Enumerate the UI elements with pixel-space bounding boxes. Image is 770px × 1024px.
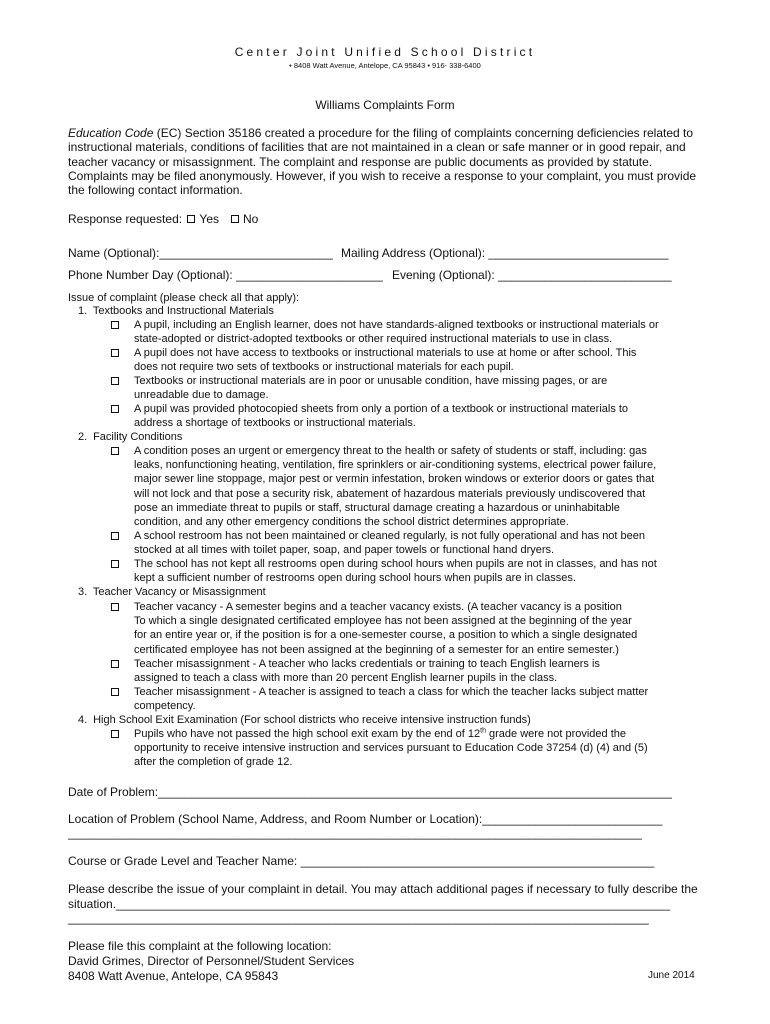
list-item: A condition poses an urgent or emergency threat to the health or safety of students or staff, including: gas leaks, nonfunctioning heating, ventilation, fire sprinklers or air-conditioning systems, electrical power failure, major sewer line stoppage, major pest or vermin infestation, broken windows or exterior doors or gates that will not lock and that pose a security risk, abatement of hazardous materials previously undiscovered that pose an immediate threat to pupils or staff, structural damage creating a hazardous or uninhabitable condition, and any other emergency conditions the school district determines appropriate.: [113, 444, 713, 529]
list-item: Teacher misassignment - A teacher who lacks credentials or training to teach English learners is assigned to teach a class with more than 20 percent English learner pupils in the class.: [113, 657, 713, 685]
response-requested-row: Response requested: Yes No: [68, 212, 259, 226]
category-exit-exam: 4. High School Exit Examination (For school districts who receive intensive instruction funds): [78, 714, 531, 726]
list-item: Pupils who have not passed the high school exit exam by the end of 12th grade were not provided the opportunity to receive intensive instruction and services pursuant to Education Code 37254 (d) (4) and (5) after the completion of grade 12.: [113, 727, 713, 770]
mailing-address-field[interactable]: Mailing Address (Optional): ___________________________: [341, 246, 669, 260]
issue-checkbox[interactable]: [111, 688, 119, 696]
issue-heading: Issue of complaint (please check all that apply):: [68, 292, 300, 304]
list-item: The school has not kept all restrooms open during school hours when pupils are not in classes, and has not kept a sufficient number of restrooms open during school hours when pupils are in classes.: [113, 557, 713, 585]
issue-checkbox[interactable]: [111, 660, 119, 668]
describe-prompt: Please describe the issue of your complaint in detail. You may attach additional pages if necessary to fully describe the: [68, 882, 698, 896]
filing-location: Please file this complaint at the following location: David Grimes, Director of Personnel/Student Services 8408 Watt Avenue, Antelope, CA 95843: [68, 939, 355, 983]
category-textbooks: 1. Textbooks and Instructional Materials: [78, 305, 274, 317]
response-yes-checkbox[interactable]: [187, 215, 195, 223]
describe-field-line2[interactable]: _______________________________________________________________________________________: [68, 911, 649, 925]
issue-checkbox[interactable]: [111, 730, 119, 738]
issue-checkbox[interactable]: [111, 405, 119, 413]
list-item: A school restroom has not been maintained or cleaned regularly, is not fully operational and has not been stocked at all times with toilet paper, soap, and paper towels or functional hand dryers.: [113, 529, 713, 557]
describe-field[interactable]: situation.___________________________________________________________________________________: [68, 897, 670, 911]
location-field-line2[interactable]: ______________________________________________________________________________________: [68, 826, 642, 840]
phone-day-field[interactable]: Phone Number Day (Optional): ______________________: [68, 268, 383, 282]
issue-checkbox[interactable]: [111, 377, 119, 385]
issue-checkbox[interactable]: [111, 321, 119, 329]
form-title: Williams Complaints Form: [315, 98, 455, 112]
category-facility: 2. Facility Conditions: [78, 431, 183, 443]
response-no-checkbox[interactable]: [231, 215, 239, 223]
intro-paragraph: Education Code (EC) Section 35186 created a procedure for the filing of complaints concerning deficiencies related to instructional materials, conditions of facilities that are not maintained in a clean or safe manner or in good repair, and teacher vacancy or misassignment. The complaint and response are public documents as provided by statute. Complaints may be filed anonymously. However, if you wish to receive a response to your complaint, you must provide the following contact information.: [68, 126, 697, 198]
issue-checkbox[interactable]: [111, 349, 119, 357]
list-item: Textbooks or instructional materials are in poor or unusable condition, have missing pages, or are unreadable due to damage.: [113, 374, 713, 402]
name-field[interactable]: Name (Optional):__________________________: [68, 246, 333, 260]
phone-evening-field[interactable]: Evening (Optional): __________________________: [392, 268, 672, 282]
list-item: A pupil, including an English learner, does not have standards-aligned textbooks or instructional materials or state-adopted or district-adopted textbooks or other required instructional materials to use in class.: [113, 318, 713, 346]
issue-checkbox[interactable]: [111, 447, 119, 455]
issue-checkbox[interactable]: [111, 560, 119, 568]
district-name: Center Joint Unified School District: [234, 45, 536, 59]
list-item: Teacher misassignment - A teacher is assigned to teach a class for which the teacher lacks subject matter competency.: [113, 685, 713, 713]
issue-checkbox[interactable]: [111, 603, 119, 611]
list-item: Teacher vacancy - A semester begins and a teacher vacancy exists. (A teacher vacancy is a position To which a single designated certificated employee has not been assigned at the beginning of the year for an entire year or, if the position is for a one-semester course, a position to which a single designated certificated employee has not been assigned at the beginning of a semester for an entire semester.): [113, 600, 713, 657]
revision-date: June 2014: [648, 970, 695, 981]
location-field[interactable]: Location of Problem (School Name, Address, and Room Number or Location):___________________________: [68, 812, 663, 826]
date-of-problem-field[interactable]: Date of Problem:_____________________________________________________________________________: [68, 785, 672, 799]
course-teacher-field[interactable]: Course or Grade Level and Teacher Name: _____________________________________________________: [68, 854, 655, 868]
intro-lead: Education Code: [68, 126, 154, 140]
list-item: A pupil does not have access to textbooks or instructional materials to use at home or after school. This does not require two sets of textbooks or instructional materials for each pupil.: [113, 346, 713, 374]
category-teacher: 3. Teacher Vacancy or Misassignment: [78, 586, 266, 598]
district-address: • 8408 Watt Avenue, Antelope, CA 95843 • 916- 338-6400: [289, 61, 481, 70]
issue-checkbox[interactable]: [111, 532, 119, 540]
list-item: A pupil was provided photocopied sheets from only a portion of a textbook or instructional materials to address a shortage of textbooks or instructional materials.: [113, 402, 713, 430]
